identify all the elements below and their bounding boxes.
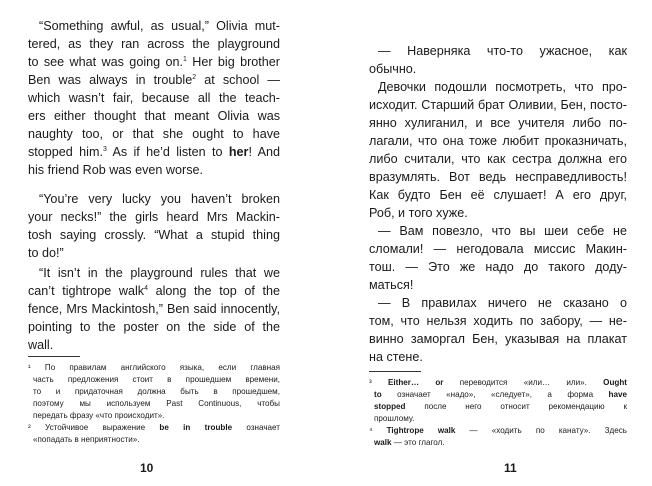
footnote-line: передать фразу «что происходит». xyxy=(33,411,165,420)
page-number: 10 xyxy=(140,461,154,475)
text-line: винно заморгал Бен, указывая на плакат xyxy=(369,332,627,346)
text-line: can’t tightrope walk$^4$ along the top of the xyxy=(28,284,280,298)
footnote-line: прошлому. xyxy=(374,414,415,423)
footnote-line: «попадать в неприятности». xyxy=(33,435,140,444)
footnote-line: поэтому мы используем Past Continuous, чтобы xyxy=(33,399,280,408)
text-line: to see what was going on.$^1$ Her big brother xyxy=(28,55,281,69)
text-line: Девочки подошли посмотреть, что про- xyxy=(378,80,627,94)
page-number: 11 xyxy=(504,461,517,475)
text-line: Ben was always in trouble$^2$ at school — xyxy=(28,73,281,87)
text-line: лагали, что она тоже любит проказничать, xyxy=(369,134,627,148)
text-line: wall. xyxy=(28,338,54,352)
right-page xyxy=(326,0,652,486)
footnote-ref: 2 xyxy=(192,73,197,81)
text-line: тош. — Это же надо до такого доду- xyxy=(369,260,627,274)
text-line: — В правилах ничего не сказано о xyxy=(378,296,627,310)
text-line: сломали! — негодовала миссис Макин- xyxy=(369,242,627,256)
text-line: исходит. Старший брат Оливии, Бен, посто- xyxy=(369,98,627,112)
text-line: “Something awful, as usual,” Olivia mut- xyxy=(39,19,280,33)
text-line: — Вам повезло, что вы шеи себе не xyxy=(378,224,627,238)
footnote-line: ¹ По правилам английского языка, если главная xyxy=(28,363,280,372)
text-line: ers either thought that meant Olivia was xyxy=(28,109,280,123)
text-line: his friend Rob was even worse. xyxy=(28,163,203,177)
text-line: Как будто Бен её слушает! А его друг, xyxy=(369,188,627,202)
text-line: Роб, и того хуже. xyxy=(369,206,468,220)
text-line: tosh saying crossly. “What a stupid thing xyxy=(28,228,280,242)
footnote-line: часть предложения стоит в прошедшем времени, xyxy=(33,375,280,384)
footnote-line: ³ Either… or переводится «или… или». Ought xyxy=(369,378,627,387)
text-line: вразумлять. Вот ведь несправедливость! xyxy=(369,170,627,184)
text-line: том, что нельзя ходить по забору, — не- xyxy=(369,314,627,328)
footnote-line: stopped после него относит рекомендацию к xyxy=(374,402,627,411)
text-line: stopped him.$^3$ As if he’d listen to her! And xyxy=(28,145,280,159)
text-line: на стене. xyxy=(369,350,423,364)
text-line: — Наверняка что-то ужасное, как xyxy=(378,44,627,58)
text-line: to do!” xyxy=(28,246,64,260)
text-line: naughty too, or that she ought to have xyxy=(28,127,280,141)
text-line: либо считали, что как сестра должна его xyxy=(369,152,627,166)
text-line: янно хулиганил, и все учителя либо по- xyxy=(369,116,627,130)
text-line: маться! xyxy=(369,278,414,292)
text-line: “It isn’t in the playground rules that we xyxy=(39,266,280,280)
text-line: which wasn’t fair, because all the teach- xyxy=(28,91,280,105)
footnote-ref: 3 xyxy=(102,145,107,153)
footnote-ref: 4 xyxy=(144,284,148,292)
footnote-line: то и придаточная должна быть в прошедшем, xyxy=(33,387,280,396)
footnote-line: ² Устойчивое выражение be in trouble означает xyxy=(28,423,280,432)
footnote-divider xyxy=(369,371,421,372)
footnote-ref: 1 xyxy=(183,55,187,63)
footnote-line: ⁴ Tightrope walk — «ходить по канату». Здесь xyxy=(369,426,628,435)
footnote-divider xyxy=(28,356,80,357)
text-line: “You’re very lucky you haven’t broken xyxy=(39,192,280,206)
footnote-line: walk — это глагол. xyxy=(374,438,445,447)
text-line: fence, Mrs Mackintosh,” Ben said innocently, xyxy=(28,302,280,316)
text-line: pointing to the poster on the side of the xyxy=(28,320,280,334)
text-line: tered, as they ran across the playground xyxy=(28,37,280,51)
text-line: your necks!” the girls heard Mrs Mackin- xyxy=(28,210,280,224)
footnote-line: to означает «надо», «следует», а форма have xyxy=(374,390,627,399)
text-line: обычно. xyxy=(369,62,417,76)
